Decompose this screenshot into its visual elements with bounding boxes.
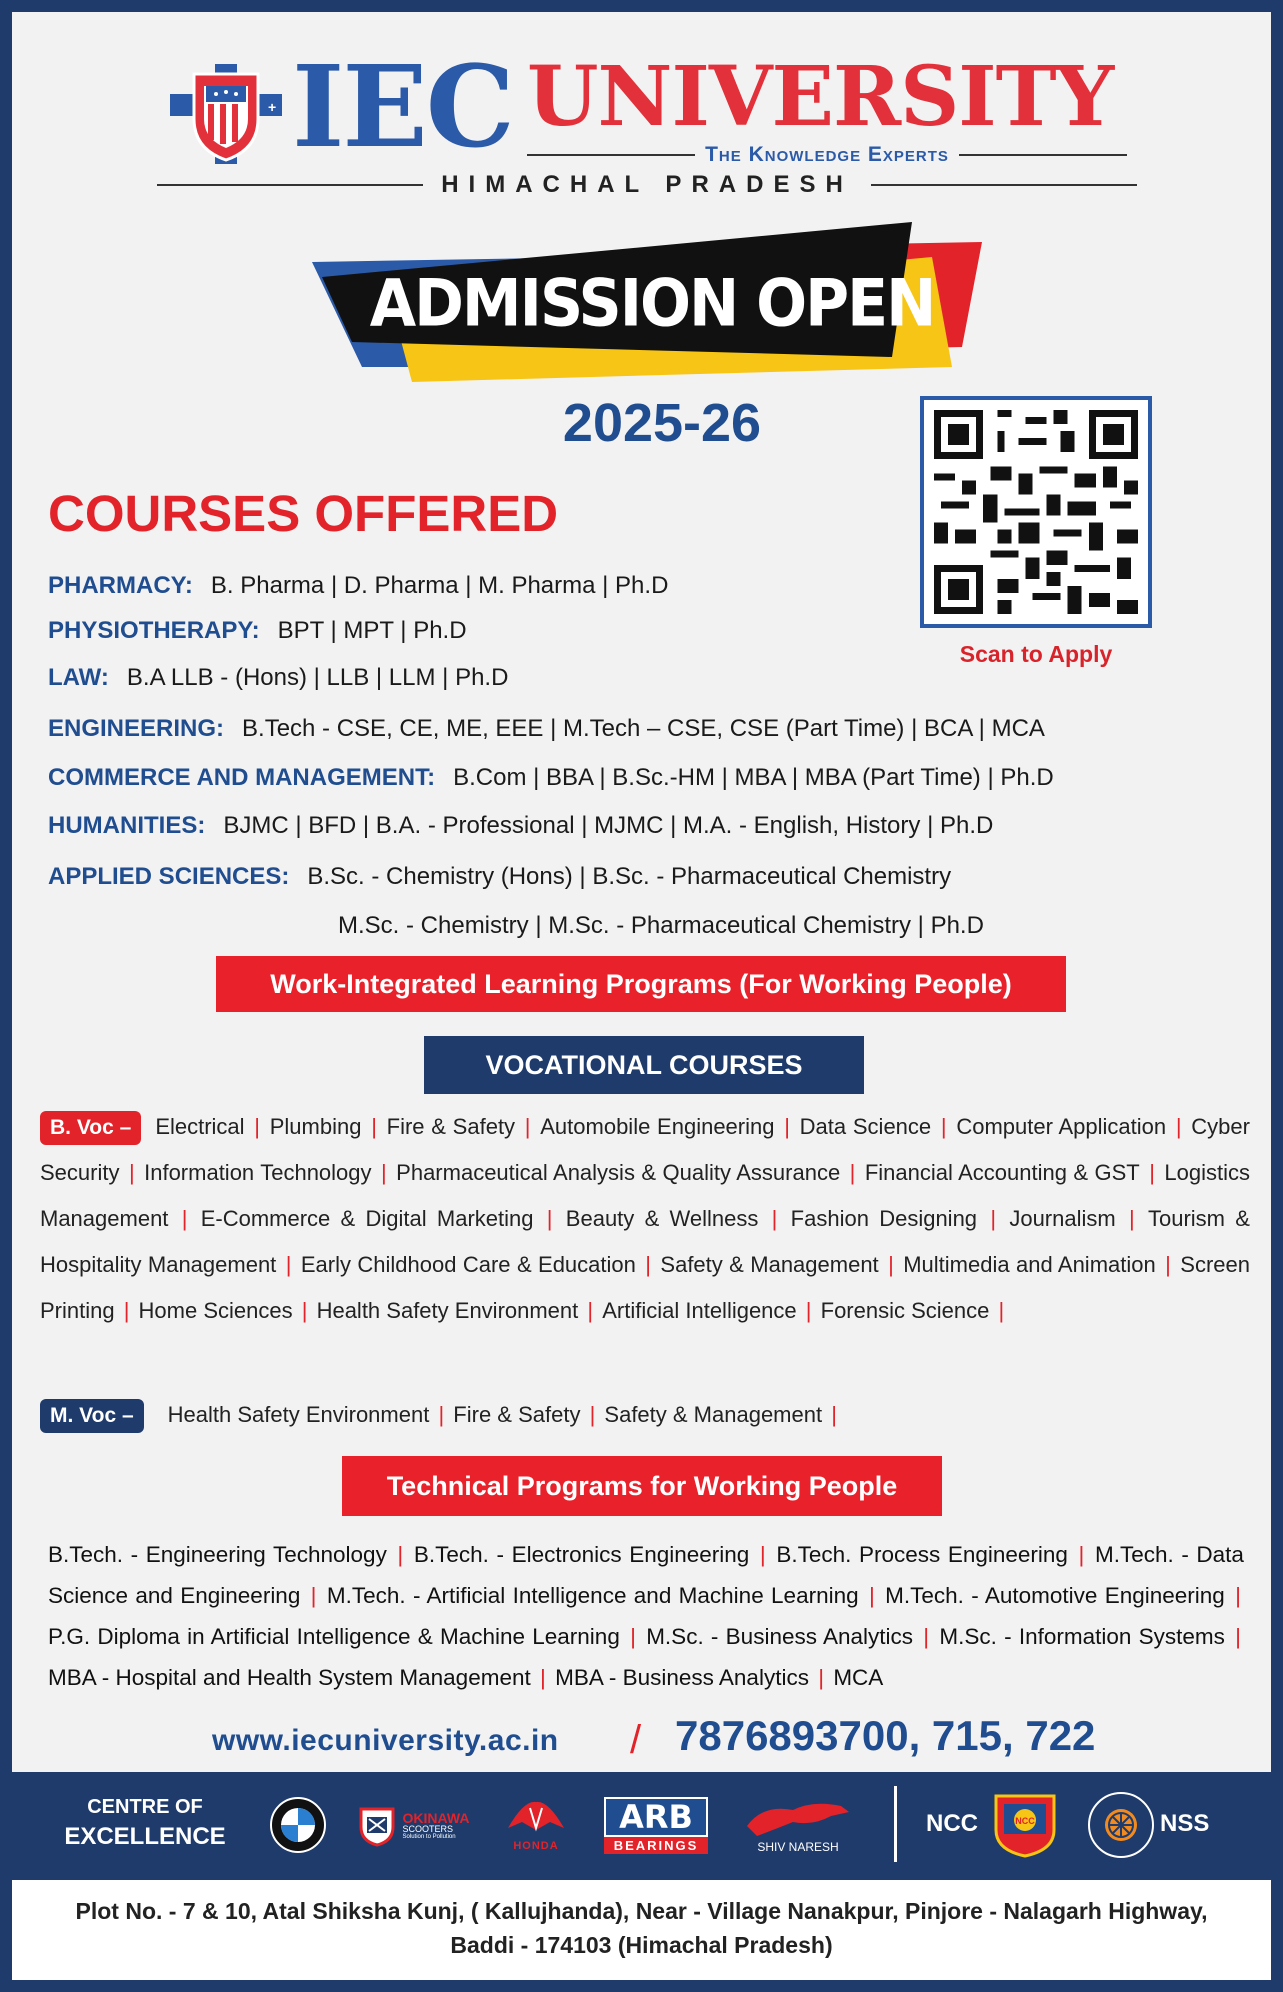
list-separator: | bbox=[117, 1298, 136, 1323]
list-separator: | bbox=[389, 1542, 411, 1567]
course-label: COMMERCE AND MANAGEMENT: bbox=[48, 764, 436, 791]
bvoc-list bbox=[40, 1104, 1250, 1334]
location-text: HIMACHAL PRADESH bbox=[441, 171, 853, 198]
course-row-pharmacy bbox=[48, 572, 668, 600]
course-value: BJMC | BFD | B.A. - Professional | MJMC | M.A. - English, History | Ph.D bbox=[223, 812, 994, 839]
course-row-humanities bbox=[48, 812, 993, 840]
course-value: B.A LLB - (Hons) | LLB | LLM | Ph.D bbox=[126, 664, 509, 691]
technical-item: MBA - Hospital and Health System Management bbox=[48, 1665, 531, 1690]
list-separator: | bbox=[364, 1114, 384, 1139]
course-value: B.Com | BBA | B.Sc.-HM | MBA | MBA (Part Time) | Ph.D bbox=[453, 764, 1054, 791]
bvoc-item: Health Safety Environment bbox=[316, 1298, 579, 1323]
poster-sheet bbox=[12, 12, 1271, 1772]
shiv-naresh-logo-icon bbox=[743, 1796, 853, 1840]
university-crest-icon bbox=[170, 64, 282, 164]
technical-programs-heading: Technical Programs for Working People bbox=[342, 1456, 942, 1516]
course-row-commerce bbox=[48, 764, 1054, 792]
mvoc-badge: M. Voc – bbox=[40, 1399, 144, 1433]
list-separator: | bbox=[1227, 1624, 1241, 1649]
technical-item: M.Tech. - Data Science and Engineering bbox=[48, 1542, 1244, 1608]
bvoc-item: Computer Application bbox=[956, 1114, 1167, 1139]
technical-item: M.Sc. - Business Analytics bbox=[646, 1624, 914, 1649]
technical-item: M.Tech. - Automotive Engineering bbox=[885, 1583, 1225, 1608]
list-separator: | bbox=[295, 1298, 314, 1323]
list-separator: | bbox=[811, 1665, 831, 1690]
bvoc-item: E-Commerce & Digital Marketing bbox=[200, 1206, 534, 1231]
bvoc-items bbox=[40, 1114, 1250, 1323]
bvoc-item: Early Childhood Care & Education bbox=[300, 1252, 636, 1277]
work-integrated-banner: Work-Integrated Learning Programs (For Working People) bbox=[216, 956, 1066, 1012]
list-separator: | bbox=[122, 1160, 142, 1185]
course-label: LAW: bbox=[48, 664, 109, 691]
course-row-law bbox=[48, 664, 508, 692]
list-separator: | bbox=[581, 1298, 600, 1323]
okinawa-sub: SCOOTERS bbox=[402, 1823, 454, 1834]
technical-item: M.Sc. - Information Systems bbox=[939, 1624, 1225, 1649]
course-label: APPLIED SCIENCES: bbox=[48, 863, 290, 890]
list-separator: | bbox=[1158, 1252, 1178, 1277]
technical-item: M.Tech. - Artificial Intelligence and Machine Learning bbox=[326, 1583, 859, 1608]
qr-code-icon bbox=[934, 410, 1138, 614]
list-separator: | bbox=[861, 1583, 883, 1608]
mvoc-item: Safety & Management bbox=[604, 1402, 823, 1427]
list-separator: | bbox=[374, 1160, 394, 1185]
list-separator: | bbox=[303, 1583, 324, 1608]
coe-line2: EXCELLENCE bbox=[64, 1823, 226, 1850]
vocational-courses-heading: VOCATIONAL COURSES bbox=[424, 1036, 864, 1094]
brand-iec: IEC bbox=[292, 42, 513, 173]
course-value: M.Sc. - Chemistry | M.Sc. - Pharmaceutical Chemistry | Ph.D bbox=[338, 912, 984, 939]
coe-line1: CENTRE OF bbox=[87, 1796, 203, 1818]
location-row bbox=[157, 170, 1137, 200]
courses-offered-heading: COURSES OFFERED bbox=[48, 485, 559, 542]
tagline-row bbox=[527, 140, 1127, 170]
list-separator: | bbox=[752, 1542, 774, 1567]
svg-text:+: + bbox=[268, 99, 277, 115]
brand-university: UNIVERSITY bbox=[527, 49, 1114, 145]
okinawa-name: OKINAWA bbox=[402, 1809, 470, 1826]
course-label: ENGINEERING: bbox=[48, 715, 225, 742]
website-link[interactable]: www.iecuniversity.ac.in bbox=[212, 1724, 559, 1757]
scan-to-apply-caption: Scan to Apply bbox=[959, 641, 1113, 667]
list-separator: | bbox=[761, 1206, 788, 1231]
bvoc-item: Forensic Science bbox=[820, 1298, 990, 1323]
nss-label: NSS bbox=[1160, 1810, 1210, 1837]
bvoc-item: Information Technology bbox=[144, 1160, 372, 1185]
course-value: B. Pharma | D. Pharma | M. Pharma | Ph.D bbox=[210, 572, 669, 599]
technical-item: P.G. Diploma in Artificial Intelligence & Machine Learning bbox=[48, 1624, 620, 1649]
list-separator: | bbox=[881, 1252, 901, 1277]
honda-name: HONDA bbox=[513, 1840, 559, 1852]
footer-divider bbox=[894, 1786, 897, 1862]
list-separator: | bbox=[533, 1665, 553, 1690]
bvoc-item: Safety & Management bbox=[660, 1252, 879, 1277]
okinawa-logo-icon bbox=[355, 1803, 399, 1847]
bvoc-item: Screen Printing bbox=[40, 1252, 1250, 1323]
bvoc-item: Data Science bbox=[799, 1114, 932, 1139]
phone-numbers[interactable]: 7876893700, 715, 722 bbox=[675, 1712, 1096, 1759]
list-separator: | bbox=[432, 1402, 451, 1427]
course-label: HUMANITIES: bbox=[48, 812, 206, 839]
list-separator: | bbox=[1227, 1583, 1241, 1608]
list-separator: | bbox=[934, 1114, 954, 1139]
ncc-label: NCC bbox=[926, 1810, 978, 1837]
list-separator: | bbox=[536, 1206, 563, 1231]
svg-text:NCC: NCC bbox=[1015, 1816, 1035, 1826]
course-value: B.Sc. - Chemistry (Hons) | B.Sc. - Pharmaceutical Chemistry bbox=[307, 863, 952, 890]
bvoc-badge: B. Voc – bbox=[40, 1111, 141, 1145]
address-line2: Baddi - 174103 (Himachal Pradesh) bbox=[450, 1932, 833, 1958]
list-separator: | bbox=[247, 1114, 267, 1139]
mvoc-item: Fire & Safety bbox=[453, 1402, 581, 1427]
list-separator: | bbox=[583, 1402, 602, 1427]
list-separator: | bbox=[171, 1206, 198, 1231]
bvoc-item: Electrical bbox=[155, 1114, 245, 1139]
course-label: PHYSIOTHERAPY: bbox=[48, 617, 260, 644]
bvoc-item: Financial Accounting & GST bbox=[864, 1160, 1140, 1185]
list-separator: | bbox=[638, 1252, 658, 1277]
arb-logo-icon: ARB bbox=[604, 1797, 708, 1837]
technical-item: B.Tech. Process Engineering bbox=[776, 1542, 1068, 1567]
mvoc-items bbox=[168, 1402, 840, 1427]
arb-sub: BEARINGS bbox=[604, 1837, 708, 1854]
bvoc-item: Fashion Designing bbox=[790, 1206, 978, 1231]
list-separator: | bbox=[916, 1624, 937, 1649]
bvoc-item: Tourism & Hospitality Management bbox=[40, 1206, 1250, 1277]
list-separator: | bbox=[1142, 1160, 1162, 1185]
list-separator: | bbox=[518, 1114, 538, 1139]
course-value: BPT | MPT | Ph.D bbox=[277, 617, 467, 644]
course-row-physiotherapy bbox=[48, 617, 467, 645]
course-value: B.Tech - CSE, CE, ME, EEE | M.Tech – CSE, CSE (Part Time) | BCA | MCA bbox=[242, 715, 1045, 742]
bvoc-item: Fire & Safety bbox=[386, 1114, 516, 1139]
bvoc-item: Artificial Intelligence bbox=[602, 1298, 797, 1323]
course-label: PHARMACY: bbox=[48, 572, 193, 599]
partner-shiv-naresh bbox=[738, 1790, 858, 1860]
bvoc-item: Journalism bbox=[1009, 1206, 1116, 1231]
list-separator: | bbox=[279, 1252, 298, 1277]
centre-of-excellence-label bbox=[60, 1796, 230, 1851]
bvoc-item: Pharmaceutical Analysis & Quality Assurance bbox=[396, 1160, 841, 1185]
bvoc-item: Logistics Management bbox=[40, 1160, 1250, 1231]
tagline: The Knowledge Experts bbox=[705, 143, 949, 166]
technical-item: MBA - Business Analytics bbox=[555, 1665, 809, 1690]
bvoc-item: Plumbing bbox=[269, 1114, 362, 1139]
mvoc-list bbox=[40, 1392, 1250, 1438]
address-box bbox=[12, 1880, 1271, 1980]
partner-okinawa bbox=[352, 1790, 472, 1860]
apply-qr-code[interactable] bbox=[920, 396, 1152, 628]
mvoc-item: Health Safety Environment bbox=[167, 1402, 430, 1427]
technical-item: MCA bbox=[833, 1665, 884, 1690]
ncc-emblem-icon bbox=[990, 1790, 1060, 1860]
partner-bmw bbox=[268, 1790, 328, 1860]
course-row-applied-sciences bbox=[48, 863, 951, 891]
list-separator: | bbox=[622, 1624, 644, 1649]
admission-open-title: ADMISSION OPEN bbox=[369, 266, 935, 342]
session-year: 2025-26 bbox=[562, 393, 762, 453]
course-row-engineering bbox=[48, 715, 1045, 743]
bvoc-item: Cyber Security bbox=[40, 1114, 1250, 1185]
list-separator: | bbox=[843, 1160, 862, 1185]
list-separator: | bbox=[1118, 1206, 1145, 1231]
list-separator: | bbox=[992, 1298, 1005, 1323]
list-separator: | bbox=[1169, 1114, 1189, 1139]
bvoc-item: Beauty & Wellness bbox=[565, 1206, 759, 1231]
honda-logo-icon bbox=[504, 1798, 568, 1840]
course-row-applied-sciences-2 bbox=[338, 912, 984, 940]
bvoc-item: Multimedia and Animation bbox=[903, 1252, 1156, 1277]
list-separator: | bbox=[825, 1402, 837, 1427]
bmw-logo-icon bbox=[269, 1796, 327, 1854]
bvoc-item: Automobile Engineering bbox=[540, 1114, 775, 1139]
address-line1: Plot No. - 7 & 10, Atal Shiksha Kunj, ( Kallujhanda), Near - Village Nanakpur, Pinjore - Nalagarh Highway, bbox=[75, 1898, 1208, 1924]
list-separator: | bbox=[799, 1298, 818, 1323]
shiv-naresh-name: SHIV NARESH bbox=[757, 1840, 839, 1854]
technical-item: B.Tech. - Electronics Engineering bbox=[413, 1542, 750, 1567]
list-separator: | bbox=[980, 1206, 1007, 1231]
contact-separator: / bbox=[630, 1718, 642, 1762]
list-separator: | bbox=[777, 1114, 797, 1139]
partner-arb bbox=[604, 1790, 708, 1860]
technical-programs-list bbox=[48, 1534, 1244, 1698]
partner-honda bbox=[498, 1790, 574, 1860]
okinawa-sub2: Solution to Pollution bbox=[402, 1833, 456, 1840]
technical-item: B.Tech. - Engineering Technology bbox=[48, 1542, 387, 1567]
list-separator: | bbox=[1070, 1542, 1092, 1567]
nss-emblem-icon bbox=[1086, 1790, 1156, 1860]
bvoc-item: Home Sciences bbox=[138, 1298, 293, 1323]
technical-items bbox=[48, 1542, 1244, 1690]
